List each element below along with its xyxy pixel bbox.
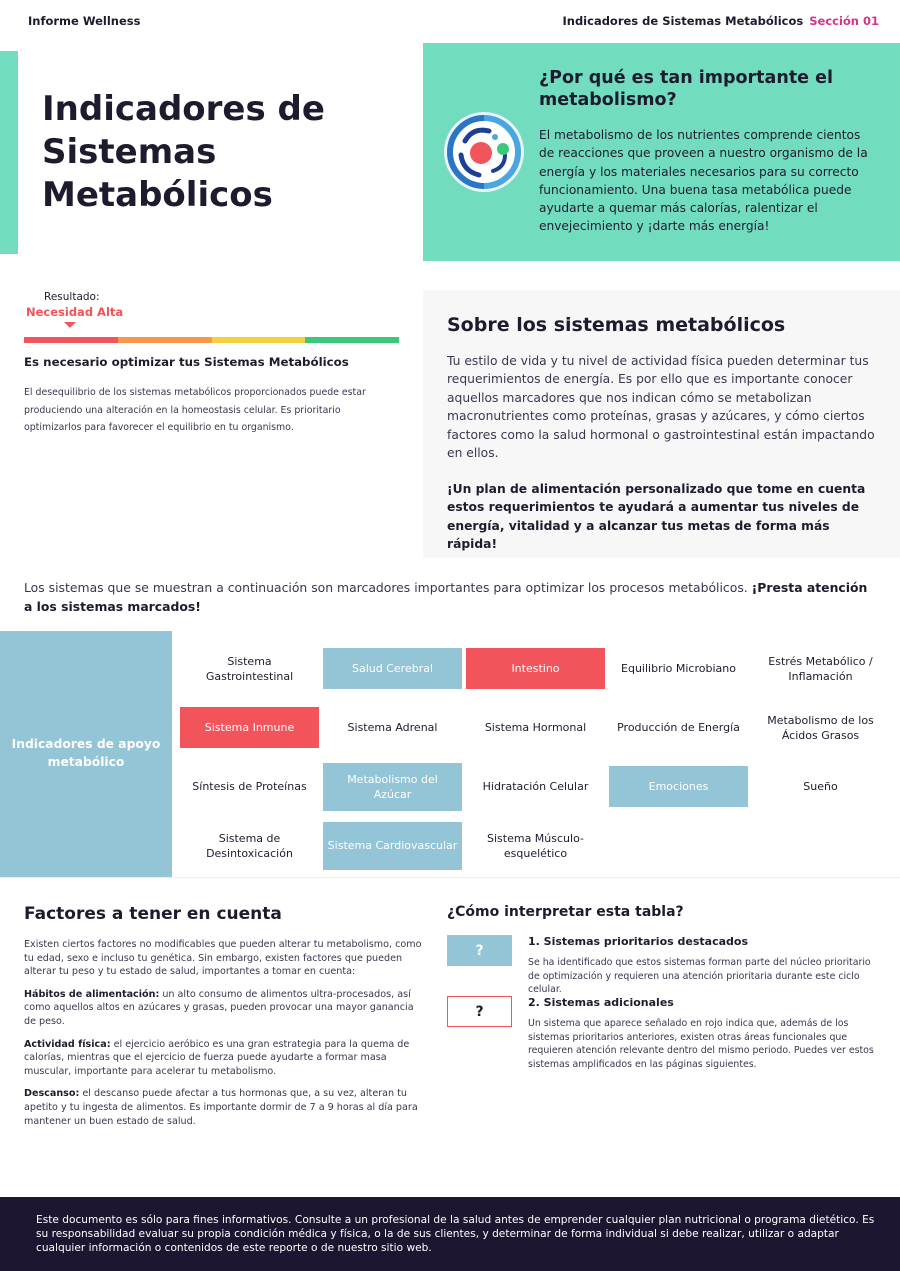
- factor-item: [24, 1038, 424, 1079]
- why-text: El metabolismo de los nutrientes comprende cientos de reacciones que proveen a nuestro organismo de la energía y los materiales necesarios para su correcto funcionamiento. Una buena tasa metabólica puede ayudarte a quemar más calorías, ralentizar el envejecimiento y ¡darte más energía!: [539, 128, 868, 234]
- factor-item: [24, 1087, 424, 1128]
- grid-cell: Sistema Cardiovascular: [323, 822, 462, 870]
- legend-additional-title: 2. Sistemas adicionales: [528, 996, 674, 1009]
- scale-segment-red: [24, 337, 118, 343]
- legend-priority-text: Se ha identificado que estos sistemas forman parte del núcleo prioritario de optimización y requieren una atención prioritaria durante este ciclo celular.: [528, 957, 871, 996]
- footer: [0, 1197, 900, 1271]
- factor-text: el descanso puede afectar a tus hormonas que, a su vez, alteran tu apetito y tu ingesta de alimentos. Es importante dormir de 7 a 9 horas al día para mantener un buen estado de salud.: [24, 1088, 418, 1127]
- result-text: El desequilibrio de los sistemas metabólicos proporcionados puede estar produciendo una alteración en la homeostasis celular. Es prioritario optimizarlos para favorecer el equilibrio en tu organismo.: [24, 387, 366, 433]
- result-scale: [24, 337, 399, 343]
- interpret-title: ¿Cómo interpretar esta tabla?: [447, 904, 684, 920]
- page-title: Indicadores de Sistemas Metabólicos: [42, 89, 325, 215]
- legend-additional-text: Un sistema que aparece señalado en rojo indica que, además de los sistemas prioritarios anteriores, existen otras áreas funcionales que requieren atención relevante dentro del mismo periodo. Puedes ver estos sistemas amplificados en las páginas siguientes.: [528, 1018, 874, 1071]
- section-title: Indicadores de Sistemas Metabólicos: [562, 14, 804, 28]
- grid-intro: [24, 579, 874, 616]
- legend-priority-swatch: ?: [447, 935, 512, 966]
- divider: [0, 877, 900, 878]
- factors-title: Factores a tener en cuenta: [24, 904, 282, 924]
- grid-label: Indicadores de apoyo metabólico: [11, 737, 161, 769]
- grid-cell: Equilibrio Microbiano: [621, 662, 736, 675]
- scale-segment-orange: [118, 337, 212, 343]
- grid-cell: Salud Cerebral: [323, 648, 462, 689]
- grid-cell: Estrés Metabólico / Inflamación: [768, 654, 873, 683]
- factor-item: [24, 988, 424, 1029]
- result-label: Resultado:: [44, 291, 100, 303]
- about-highlight: ¡Un plan de alimentación personalizado que tome en cuenta estos requerimientos te ayudará a aumentar tus niveles de energía, vitalidad y a alcanzar tus metas de forma más rápida!: [447, 482, 866, 552]
- grid-cell: Hidratación Celular: [482, 780, 589, 793]
- about-text: Tu estilo de vida y tu nivel de actividad física pueden determinar tus requerimientos de energía. Es por ello que es importante conocer aquellos marcadores que nos indican cómo se metabolizan macronutrientes como proteínas, grasas y azúcares, y cómo ciertos factores como la salud hormonal o gastrointestinal están impactando en ellos.: [447, 354, 875, 461]
- grid-cell: Emociones: [609, 766, 748, 807]
- grid-intro-text: Los sistemas que se muestran a continuación son marcadores importantes para optimizar los procesos metabólicos.: [24, 580, 752, 595]
- systems-grid: [180, 641, 892, 873]
- grid-intro-bold: ¡Presta atención a los sistemas marcados!: [24, 580, 868, 614]
- grid-cell: Sistema Hormonal: [484, 721, 587, 734]
- grid-cell: Intestino: [466, 648, 605, 689]
- grid-cell: Sistema Gastrointestinal: [205, 654, 294, 683]
- grid-cell: Producción de Energía: [617, 721, 740, 734]
- cell-icon: [443, 111, 525, 193]
- about-title: Sobre los sistemas metabólicos: [447, 314, 786, 336]
- grid-cell: Metabolismo de los Ácidos Grasos: [767, 713, 874, 742]
- why-metabolism-box: [423, 43, 900, 261]
- grid-cell: Sistema Inmune: [180, 707, 319, 748]
- factor-label: Hábitos de alimentación:: [24, 988, 160, 1000]
- factors-section: [24, 938, 424, 1137]
- factor-label: Actividad física:: [24, 1038, 111, 1050]
- section-number: Sección 01: [809, 14, 879, 28]
- about-box: [423, 290, 900, 558]
- footer-disclaimer: Este documento es sólo para fines informativos. Consulte a un profesional de la salud antes de emprender cualquier plan nutricional o programa dietético. Es su responsabilidad evaluar su propia condición médica y física, o la de sus clientes, y determinar de forma individual si debe realizar, utilizar o adaptar cualquier información o contenidos de este reporte o de nuestro sitio web.: [36, 1214, 875, 1254]
- factor-text: un alto consumo de alimentos ultra-procesados, así como aquellos altos en azúcares y grasas, pueden provocar una mayor ganancia de peso.: [24, 988, 414, 1027]
- grid-cell: Sistema Adrenal: [347, 721, 438, 734]
- result-marker-icon: [64, 322, 76, 328]
- scale-segment-green: [305, 337, 399, 343]
- grid-cell: Metabolismo del Azúcar: [323, 763, 462, 811]
- scale-segment-yellow: [212, 337, 306, 343]
- grid-cell: Sistema de Desintoxicación: [206, 831, 293, 860]
- brand-name: Informe Wellness: [28, 14, 141, 28]
- grid-cell: Síntesis de Proteínas: [192, 780, 307, 793]
- section-header: [562, 14, 879, 28]
- factors-intro: Existen ciertos factores no modificables que pueden alterar tu metabolismo, como tu edad, sexo e incluso tu genética. Sin embargo, existen factores que pueden alterar tu peso y tu estado de salud, importantes a tomar en cuenta:: [24, 939, 422, 978]
- grid-cell: Sueño: [803, 780, 838, 793]
- title-accent-bar: [0, 51, 18, 254]
- result-heading: Es necesario optimizar tus Sistemas Metabólicos: [24, 355, 349, 369]
- result-value: Necesidad Alta: [26, 305, 124, 319]
- grid-label-box: [0, 631, 172, 877]
- factor-label: Descanso:: [24, 1088, 80, 1100]
- legend-additional-swatch: ?: [447, 996, 512, 1027]
- why-title: ¿Por qué es tan importante el metabolismo?: [539, 68, 834, 110]
- top-bar: [0, 0, 900, 44]
- grid-cell: Sistema Músculo-esquelético: [487, 831, 584, 860]
- legend-priority-title: 1. Sistemas prioritarios destacados: [528, 935, 748, 948]
- factor-text: el ejercicio aeróbico es una gran estrategia para la quema de calorías, mientras que el ejercicio de fuerza puede ayudarte a formar masa muscular, importante para acelerar tu metabolismo.: [24, 1038, 410, 1077]
